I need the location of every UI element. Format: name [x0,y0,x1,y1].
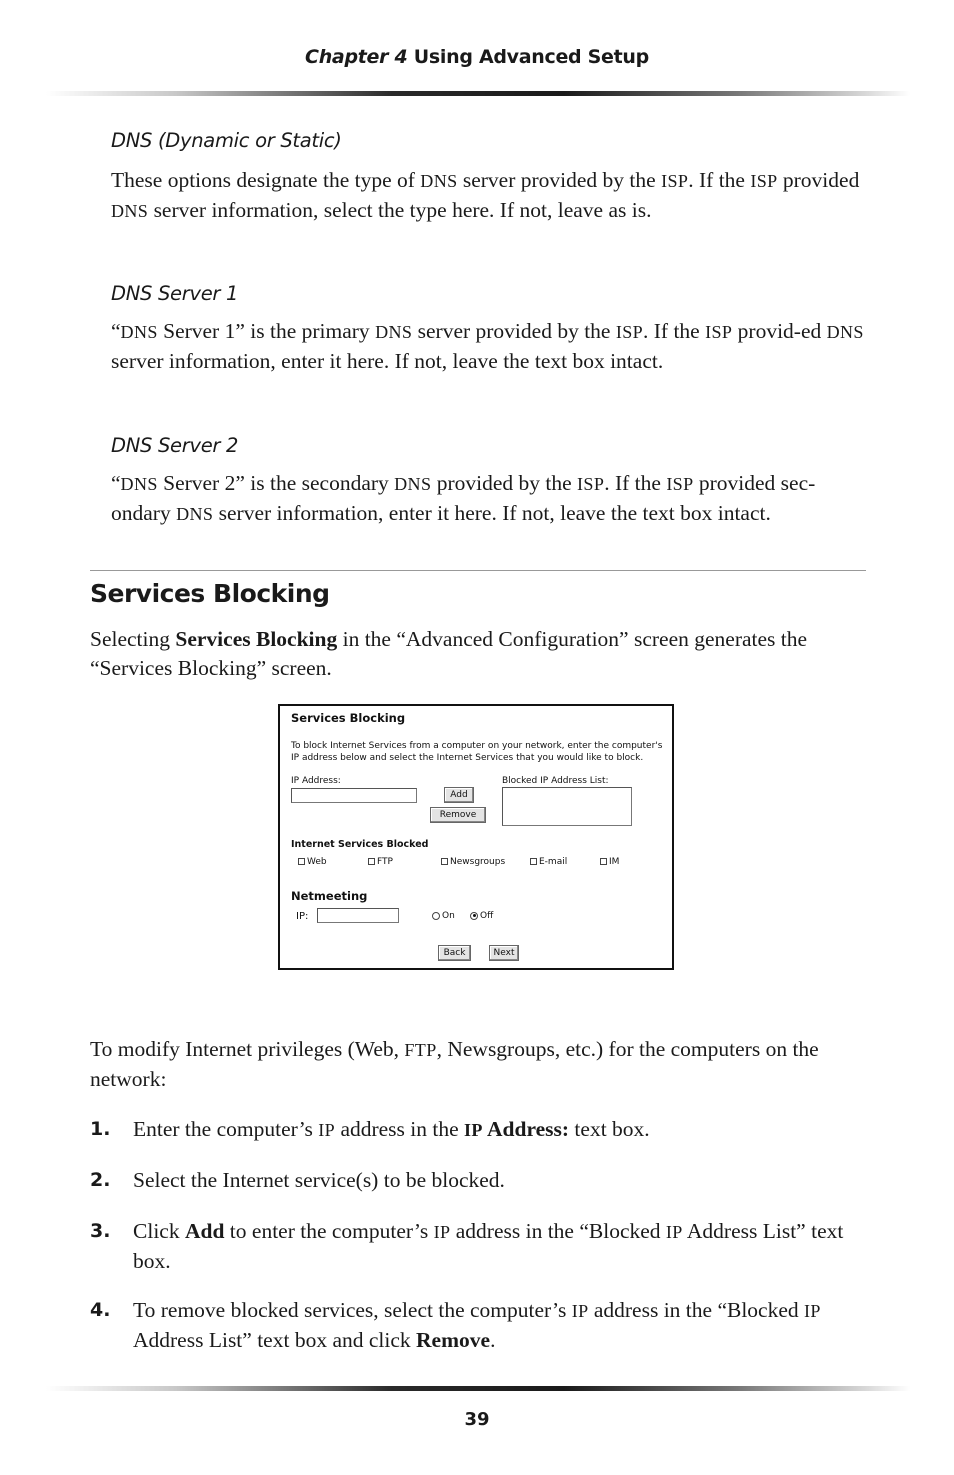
netmeeting-ip-label: IP: [296,911,309,922]
acronym: DNS [394,474,432,494]
option-label: IM [609,857,620,867]
running-header [0,46,954,68]
text: . If the [688,168,751,192]
modify-intro [90,1035,868,1094]
option-label: FTP [377,857,393,867]
text: provided [777,168,860,192]
text: text box. [569,1117,650,1141]
text: , Newsgroups, etc.) for the computers on the network: [90,1037,819,1091]
service-im-option[interactable] [600,857,619,867]
text: Selecting [90,627,176,651]
acronym: DNS [826,322,864,342]
section-title: Services Blocking [90,579,330,608]
step-number: 3. [90,1220,111,1242]
section-divider [90,570,866,571]
text: address in the [335,1117,465,1141]
step-number: 2. [90,1169,111,1191]
option-label: Off [480,911,494,921]
text: in the “Advanced Configuration” screen generates the “Services Blocking” screen. [90,627,808,680]
blocked-ip-list[interactable] [502,787,632,826]
radio-icon[interactable] [432,912,440,920]
next-button[interactable]: Next [489,945,519,961]
dns-server-2-paragraph [111,469,867,529]
header-rule [46,91,910,96]
remove-button[interactable]: Remove [430,807,486,823]
option-label: Newsgroups [450,857,506,867]
text: to enter the computer’s [224,1219,434,1243]
checkbox-icon[interactable] [441,858,448,865]
services-blocked-title: Internet Services Blocked [291,839,429,850]
radio-selected-icon[interactable] [470,912,478,920]
bold-term: Add [184,1219,225,1243]
chapter-title: Using Advanced Setup [413,46,649,68]
screen-description: To block Internet Services from a computer on your network, enter the computer's IP address below and select the Internet Services that you would like to block. [291,741,663,763]
step-text [133,1217,868,1276]
text: . If the [604,471,667,495]
acronym: ISP [750,171,778,191]
netmeeting-off-option[interactable] [470,911,493,921]
step-text [133,1296,868,1355]
services-blocking-screen [278,704,674,970]
acronym: IP [571,1301,589,1321]
acronym: IP [804,1301,821,1321]
text: Address List” text box. [133,1219,844,1273]
add-button[interactable]: Add [444,787,474,803]
text: To modify Internet privileges (Web, [90,1037,405,1061]
service-email-option[interactable] [530,857,567,867]
text: Server 2” is the secondary [157,471,395,495]
acronym: DNS [111,201,149,221]
text: server provided by the [457,168,662,192]
acronym: ISP [666,474,694,494]
text: server provided by the [412,319,616,343]
text: server information, select the type here. If not, leave as is. [148,198,652,222]
acronym: IP [433,1222,451,1242]
acronym: ISP [661,171,689,191]
text: These options designate the type of [111,168,421,192]
dns-mode-heading: DNS (Dynamic or Static) [111,129,342,152]
text: To remove blocked services, select the computer’s [133,1298,572,1322]
netmeeting-title: Netmeeting [291,889,368,903]
dns-server-2-heading: DNS Server 2 [111,434,239,457]
text: Server 1” is the primary [157,319,376,343]
acronym: IP [318,1120,336,1140]
acronym: IP [665,1222,683,1242]
text: server information, enter it here. If not, leave the text box intact. [213,501,771,525]
chapter-label: Chapter 4 [305,46,408,68]
bold-term: Services Blocking [175,627,338,651]
checkbox-icon[interactable] [600,858,607,865]
text: provided by the [431,471,578,495]
service-web-option[interactable] [298,857,327,867]
text: Address List” text box and click [133,1328,417,1352]
text: . [490,1328,496,1352]
service-ftp-option[interactable] [368,857,393,867]
screen-title: Services Blocking [291,711,406,725]
ip-address-input[interactable] [291,788,417,803]
text: address in the “Blocked [588,1298,805,1322]
acronym: DNS [375,322,413,342]
netmeeting-on-option[interactable] [432,911,455,921]
dns-mode-paragraph [111,166,867,226]
text: provided sec-ondary [111,471,816,525]
checkbox-icon[interactable] [368,858,375,865]
acronym: ISP [615,322,644,342]
bold-term: Address: [482,1117,570,1141]
acronym: DNS [120,474,158,494]
text: . If the [643,319,706,343]
acronym: ISP [705,322,733,342]
acronym: ISP [577,474,605,494]
dns-server-1-paragraph [111,317,867,376]
back-button[interactable]: Back [438,945,471,961]
checkbox-icon[interactable] [530,858,537,865]
bold-acronym: IP [464,1120,483,1140]
text: provid-ed [732,319,827,343]
text: Enter the computer’s [133,1117,319,1141]
text: “ [111,471,121,495]
text: Select the Internet service(s) to be blocked. [133,1168,505,1192]
footer-rule [46,1386,910,1391]
netmeeting-ip-input[interactable] [317,908,399,923]
acronym: DNS [176,504,214,524]
option-label: Web [307,857,327,867]
text: “ [111,319,121,343]
section-intro [90,625,868,683]
step-number: 4. [90,1299,111,1321]
acronym: FTP [404,1040,437,1060]
blocked-list-label: Blocked IP Address List: [502,776,609,786]
acronym: DNS [420,171,458,191]
option-label: On [442,911,455,921]
text: server information, enter it here. If not, leave the text box intact. [111,349,664,373]
text: address in the “Blocked [450,1219,666,1243]
dns-server-1-heading: DNS Server 1 [111,282,239,305]
step-text [133,1115,868,1145]
step-number: 1. [90,1118,111,1140]
bold-term: Remove [416,1328,491,1352]
text: Click [133,1219,185,1243]
page-number: 39 [464,1409,490,1430]
acronym: DNS [120,322,158,342]
option-label: E-mail [539,857,568,867]
checkbox-icon[interactable] [298,858,305,865]
ip-address-label: IP Address: [291,776,341,786]
service-newsgroups-option[interactable] [441,857,505,867]
step-text [133,1166,868,1195]
